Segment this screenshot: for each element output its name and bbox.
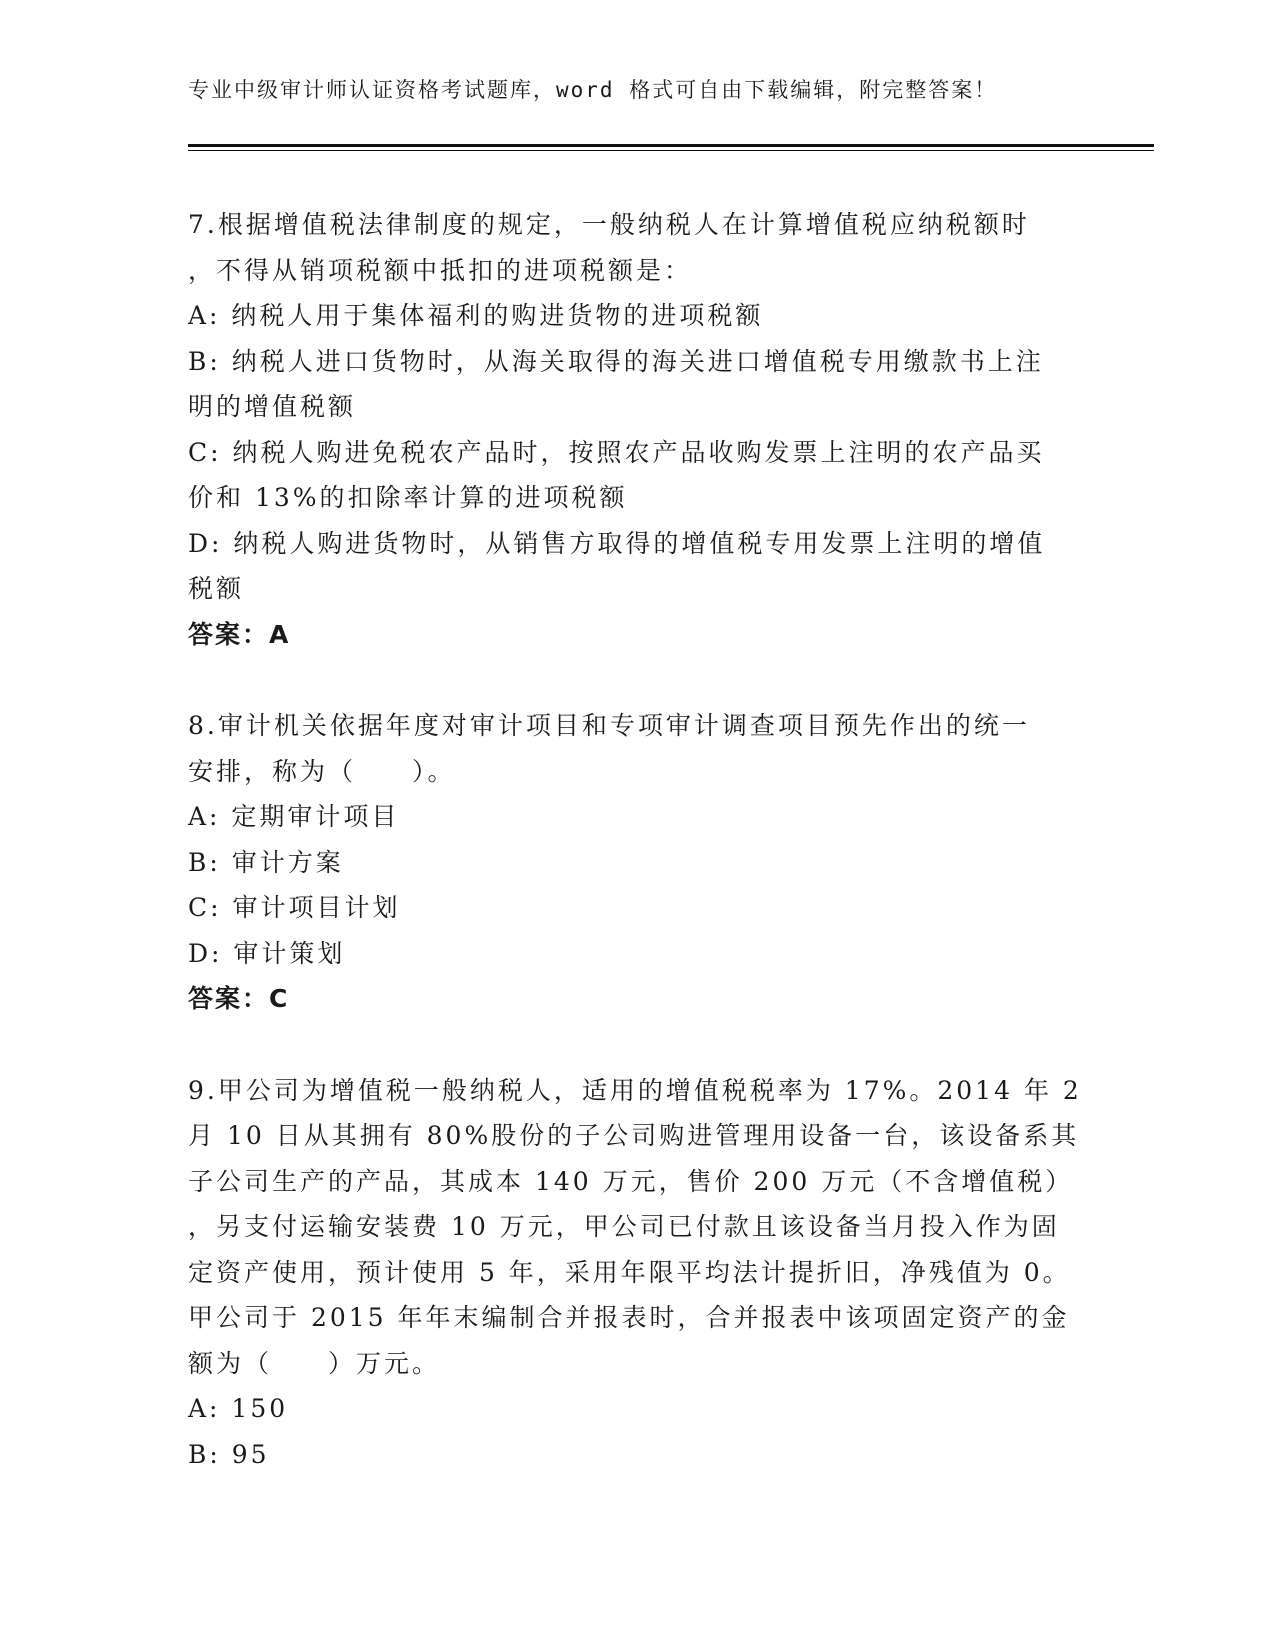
question-stem-line: 8.审计机关依据年度对审计项目和专项审计调查项目预先作出的统一 — [188, 711, 1030, 740]
question-stem-line: ，不得从销项税额中抵扣的进项税额是： — [188, 255, 693, 285]
question-stem-line: 甲公司于 2015 年年末编制合并报表时，合并报表中该项固定资产的金 — [188, 1303, 1070, 1332]
question-9 — [188, 1068, 1082, 1478]
option-c-line: C: 审计项目计划 — [188, 893, 401, 922]
option-c-line: 价和 13%的扣除率计算的进项税额 — [188, 483, 628, 512]
option-a-line: A: 定期审计项目 — [188, 802, 400, 831]
option-b-line: B: 纳税人进口货物时，从海关取得的海关进口增值税专用缴款书上注 — [188, 346, 1044, 376]
question-list — [188, 202, 1082, 1477]
option-b-line: 明的增值税额 — [188, 392, 357, 421]
header-rule-thin — [188, 150, 1154, 151]
question-stem-line: 子公司生产的产品，其成本 140 万元，售价 200 万元（不含增值税） — [188, 1166, 1074, 1196]
option-d-line: D: 审计策划 — [188, 938, 346, 968]
spacer — [188, 657, 1068, 703]
option-c-line: C: 纳税人购进免税农产品时，按照农产品收购发票上注明的农产品买 — [188, 437, 1045, 467]
question-stem-line: 定资产使用，预计使用 5 年，采用年限平均法计提折旧，净残值为 0。 — [188, 1257, 1071, 1287]
option-a-line: A: 纳税人用于集体福利的购进货物的进项税额 — [188, 301, 764, 330]
header-title: 专业中级审计师认证资格考试题库，word 格式可自由下载编辑，附完整答案！ — [188, 78, 998, 102]
question-stem-line: ，另支付运输安装费 10 万元，甲公司已付款且该设备当月投入作为固 — [188, 1212, 1060, 1241]
option-a-line: A: 150 — [188, 1394, 289, 1423]
question-stem-line: 安排，称为（ ）。 — [188, 756, 456, 786]
question-7 — [188, 202, 1068, 657]
answer-label: 答案：C — [188, 984, 290, 1013]
header-rule-thick — [188, 144, 1154, 147]
question-stem-line: 额为（ ）万元。 — [188, 1348, 441, 1378]
question-stem-line: 9.甲公司为增值税一般纳税人，适用的增值税税率为 17%。2014 年 2 — [188, 1075, 1082, 1105]
question-8 — [188, 703, 1068, 1022]
question-stem-line: 月 10 日从其拥有 80%股份的子公司购进管理用设备一台，该设备系其 — [188, 1121, 1080, 1150]
answer-label: 答案：A — [188, 619, 291, 649]
spacer — [188, 1022, 1068, 1068]
option-b-line: B: 审计方案 — [188, 847, 344, 877]
option-d-line: D: 纳税人购进货物时，从销售方取得的增值税专用发票上注明的增值 — [188, 528, 1046, 558]
question-stem-line: 7.根据增值税法律制度的规定，一般纳税人在计算增值税应纳税额时 — [188, 210, 1030, 239]
option-d-line: 税额 — [188, 574, 245, 603]
option-b-line: B: 95 — [188, 1439, 270, 1469]
